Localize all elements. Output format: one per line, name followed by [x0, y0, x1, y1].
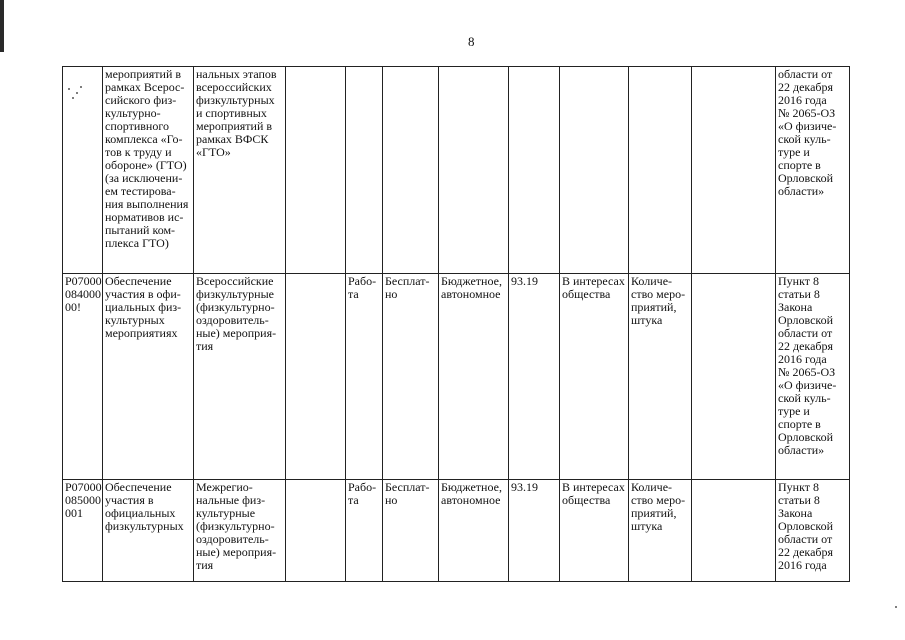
cell-content: нальных этапов всероссийских физкультурных и спортивных мероприятий в рамках ВФСК «ГТО»: [194, 67, 286, 274]
scan-speck: [895, 606, 897, 608]
cell-type: Рабо- та: [346, 274, 383, 480]
cell-cons: [560, 67, 629, 274]
cell-c11: [692, 274, 776, 480]
scan-edge-mark: [0, 0, 4, 52]
cell-type: Рабо- та: [346, 480, 383, 582]
cell-indicator: Количе- ство меро- приятий, штука: [629, 480, 692, 582]
cell-basis: области от 22 декабря 2016 года № 2065-ОЗ «О физиче- ской куль- туре и спорте в Орловской области»: [776, 67, 850, 274]
cell-okved: [509, 67, 560, 274]
cell-name: Обеспечение участия в офи- циальных физ- культурных мероприятиях: [103, 274, 194, 480]
cell-code: Р07000 084000 00!: [63, 274, 103, 480]
cell-inst: Бюджетное, автономное: [439, 480, 509, 582]
cell-okved: 93.19: [509, 480, 560, 582]
cell-c4: [286, 480, 346, 582]
cell-c11: [692, 67, 776, 274]
cell-c4: [286, 274, 346, 480]
cell-indicator: [629, 67, 692, 274]
table-row: [63, 67, 850, 274]
cell-content: Межрегио- нальные физ- культурные (физкультурно- оздоровитель- ные) мероприя- тия: [194, 480, 286, 582]
cell-name: мероприятий в рамках Всерос- сийского физ- культурно- спортивного комплекса «Го- тов к труду и обороне» (ГТО) (за исключени- ем тестирова- ния выполнения нормативов ис- пытаний ком- плекса ГТО): [103, 67, 194, 274]
cell-c11: [692, 480, 776, 582]
cell-code: [63, 67, 103, 274]
page-number: 8: [468, 34, 475, 49]
cell-inst: [439, 67, 509, 274]
cell-content: Всероссийские физкультурные (физкультурно- оздоровитель- ные) мероприя- тия: [194, 274, 286, 480]
cell-basis: Пункт 8 статьи 8 Закона Орловской области от 22 декабря 2016 года № 2065-ОЗ «О физиче- ской куль- туре и спорте в Орловской области»: [776, 274, 850, 480]
cell-pay: [383, 67, 439, 274]
cell-okved: 93.19: [509, 274, 560, 480]
cell-pay: Бесплат- но: [383, 480, 439, 582]
cell-pay: Бесплат- но: [383, 274, 439, 480]
cell-type: [346, 67, 383, 274]
cell-indicator: Количе- ство меро- приятий, штука: [629, 274, 692, 480]
cell-cons: В интересах общества: [560, 480, 629, 582]
cell-name: Обеспечение участия в официальных физкультурных: [103, 480, 194, 582]
services-table: [62, 66, 850, 582]
cell-cons: В интересах общества: [560, 274, 629, 480]
cell-basis: Пункт 8 статьи 8 Закона Орловской области от 22 декабря 2016 года: [776, 480, 850, 582]
table-row: [63, 274, 850, 480]
cell-code: Р07000 085000 001: [63, 480, 103, 582]
cell-c4: [286, 67, 346, 274]
table-row: [63, 480, 850, 582]
cell-inst: Бюджетное, автономное: [439, 274, 509, 480]
